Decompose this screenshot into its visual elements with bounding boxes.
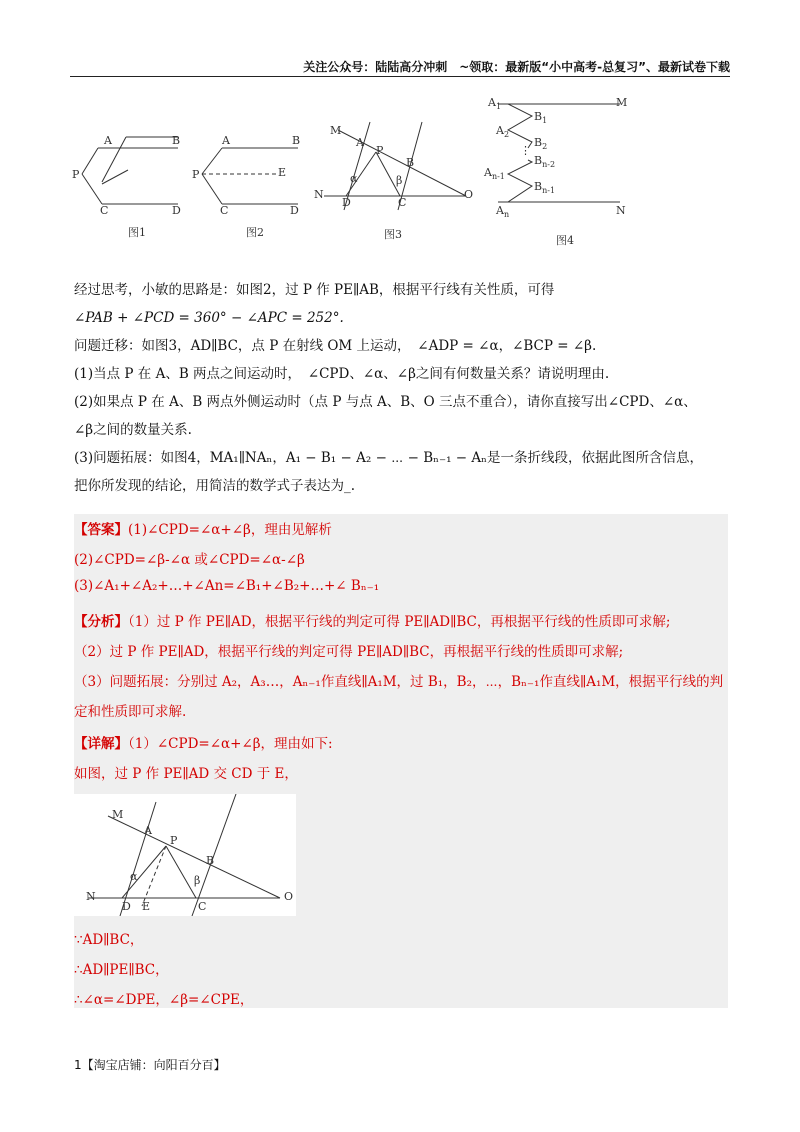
- fig2-segment-pc: [202, 174, 222, 204]
- figure-1-svg: [68, 132, 188, 222]
- fig2-label-e: E: [278, 166, 287, 179]
- figure-4-svg: [498, 102, 628, 212]
- fig5-segment-pd: [122, 846, 166, 898]
- problem-line-4: (1)当点 P 在 A、B 两点之间运动时， ∠CPD、∠α、∠β之间有何数量关系？请说明理由.: [74, 366, 610, 382]
- fig5-label-d: D: [122, 900, 131, 913]
- fig5-dashed-pe: [142, 846, 166, 906]
- analysis-line-4: 定和性质即可求解.: [74, 704, 187, 720]
- fig2-label-c: C: [220, 204, 229, 217]
- answer-tag: 【答案】: [74, 522, 128, 538]
- fig3-label-a: A: [356, 136, 364, 149]
- fig1-label-d: D: [172, 204, 181, 217]
- fig1-segment-pc: [82, 174, 102, 204]
- page-footer: 1【淘宝店铺：向阳百分百】: [74, 1058, 226, 1072]
- fig2-label-b: B: [292, 134, 301, 147]
- fig4-label-bn1: $B_{n-1}$: [534, 180, 556, 196]
- problem-line-7: (3)问题拓展：如图4，MA₁∥NAₙ，A₁ − B₁ − A₂ − ⋯ − Bₙ₋₁ − Aₙ是一条折线段，依据此图所含信息，: [74, 450, 703, 466]
- fig4-label-an1: $A_{n-1}$: [484, 166, 505, 182]
- fig1-label-a: A: [104, 134, 112, 147]
- answer-line-2: (2)∠CPD=∠β-∠α 或∠CPD=∠α-∠β: [74, 552, 305, 568]
- detail-line-4: ∴AD∥PE∥BC，: [74, 962, 169, 978]
- header-text: 关注公众号：陆陆高分冲刺 ~领取：最新版“小中高考-总复习”、最新试卷下载: [303, 60, 730, 74]
- figure-5-svg: [74, 794, 296, 916]
- analysis-1-text: （1）过 P 作 PE∥AD，根据平行线的判定可得 PE∥AD∥BC，再根据平行线的性质即可求解;: [128, 614, 671, 630]
- fig1-label-b: B: [172, 134, 181, 147]
- fig5-segment-pc: [166, 846, 196, 898]
- answer-line-1: [74, 518, 332, 538]
- fig5-line-ad: [120, 802, 156, 916]
- detail-line-3: ∵AD∥BC，: [74, 932, 144, 948]
- fig2-label-d: D: [290, 204, 299, 217]
- problem-line-2: ∠PAB + ∠PCD = 360° − ∠APC = 252°.: [74, 310, 344, 326]
- fig2-label-a: A: [222, 134, 230, 147]
- fig5-label-m: M: [112, 808, 124, 821]
- fig1-line-pa: [102, 170, 128, 184]
- fig4-label-b1: $B_1$: [534, 110, 548, 126]
- fig4-zigzag-top: [508, 104, 532, 148]
- detail-1-text: （1）∠CPD=∠α+∠β，理由如下:: [128, 736, 333, 752]
- fig1-segment-pa2: [82, 148, 98, 174]
- fig4-dots: ⋮: [520, 144, 531, 157]
- fig3-label-p: P: [376, 144, 384, 157]
- analysis-tag: 【分析】: [74, 614, 128, 630]
- fig5-label-n: N: [86, 890, 96, 903]
- fig4-label-n: N: [616, 204, 626, 217]
- figures-row: [68, 92, 668, 252]
- fig2-segment-pa: [202, 148, 222, 174]
- detail-line-2: 如图，过 P 作 PE∥AD 交 CD 于 E，: [74, 766, 298, 782]
- fig5-label-b: B: [206, 854, 215, 867]
- fig3-label-d: D: [342, 196, 351, 209]
- problem-line-3: 问题迁移：如图3，AD∥BC，点 P 在射线 OM 上运动， ∠ADP = ∠α，∠BCP = ∠β.: [74, 338, 597, 354]
- analysis-line-1: [74, 610, 670, 630]
- fig3-label-b: B: [406, 156, 415, 169]
- fig2-label-p: P: [192, 168, 200, 181]
- fig4-label-bn2: $B_{n-2}$: [534, 154, 556, 170]
- detail-line-1: [74, 732, 333, 752]
- fig5-label-beta: β: [194, 874, 201, 887]
- figure-1-caption: 图1: [128, 226, 146, 239]
- fig4-label-a2: $A_2$: [496, 124, 510, 140]
- answer-line-3: (3)∠A₁+∠A₂+…+∠An=∠B₁+∠B₂+…+∠ Bₙ₋₁: [74, 578, 380, 594]
- analysis-line-3: （3）问题拓展：分别过 A₂，A₃…，Aₙ₋₁作直线∥A₁M，过 B₁，B₂，⋯，Bₙ₋₁作直线∥A₁M，根据平行线的判: [74, 674, 724, 690]
- fig5-label-p: P: [170, 834, 178, 847]
- fig4-label-an: $A_n$: [496, 204, 510, 220]
- page-header: [70, 58, 730, 77]
- fig4-label-a1: $A_1$: [488, 96, 502, 112]
- detail-tag: 【详解】: [74, 736, 128, 752]
- fig1-label-p: P: [72, 168, 80, 181]
- fig1-label-c: C: [100, 204, 109, 217]
- fig4-label-b2: $B_2$: [534, 136, 548, 152]
- fig4-zigzag-bottom: [508, 160, 532, 202]
- figure-3-caption: 图3: [384, 228, 402, 241]
- figure-2-caption: 图2: [246, 226, 264, 239]
- figure-1: [68, 132, 188, 226]
- fig3-label-m: M: [330, 124, 342, 137]
- problem-line-1: 经过思考，小敏的思路是：如图2，过 P 作 PE∥AB，根据平行线有关性质，可得: [74, 282, 555, 298]
- fig4-label-m: M: [616, 96, 628, 109]
- figure-4-caption: 图4: [556, 234, 574, 247]
- answer-section: [74, 514, 728, 1008]
- problem-line-8: 把你所发现的结论，用简洁的数学式子表达为_.: [74, 478, 356, 494]
- fig3-label-alpha: α: [350, 172, 358, 185]
- problem-line-5: (2)如果点 P 在 A、B 两点外侧运动时（点 P 与点 A、B、O 三点不重合），请你直接写出∠CPD、∠α、: [74, 394, 697, 410]
- fig3-label-n: N: [314, 188, 324, 201]
- analysis-line-2: （2）过 P 作 PE∥AD，根据平行线的判定可得 PE∥AD∥BC，再根据平行线的性质即可求解;: [74, 644, 624, 660]
- problem-line-6: ∠β之间的数量关系.: [74, 422, 192, 438]
- fig3-label-o: O: [464, 188, 474, 201]
- fig5-label-alpha: α: [130, 870, 138, 883]
- answer-1-text: (1)∠CPD=∠α+∠β，理由见解析: [128, 522, 332, 538]
- fig5-label-a: A: [144, 824, 152, 837]
- fig3-label-beta: β: [396, 174, 403, 187]
- figure-4: [498, 102, 628, 216]
- problem-body: [74, 276, 728, 500]
- fig5-label-e: E: [142, 900, 151, 913]
- fig5-label-c: C: [198, 900, 207, 913]
- fig3-label-c: C: [398, 196, 407, 209]
- fig5-label-o: O: [284, 890, 294, 903]
- figure-5: [74, 794, 296, 916]
- detail-line-5: ∴∠α=∠DPE，∠β=∠CPE，: [74, 992, 254, 1008]
